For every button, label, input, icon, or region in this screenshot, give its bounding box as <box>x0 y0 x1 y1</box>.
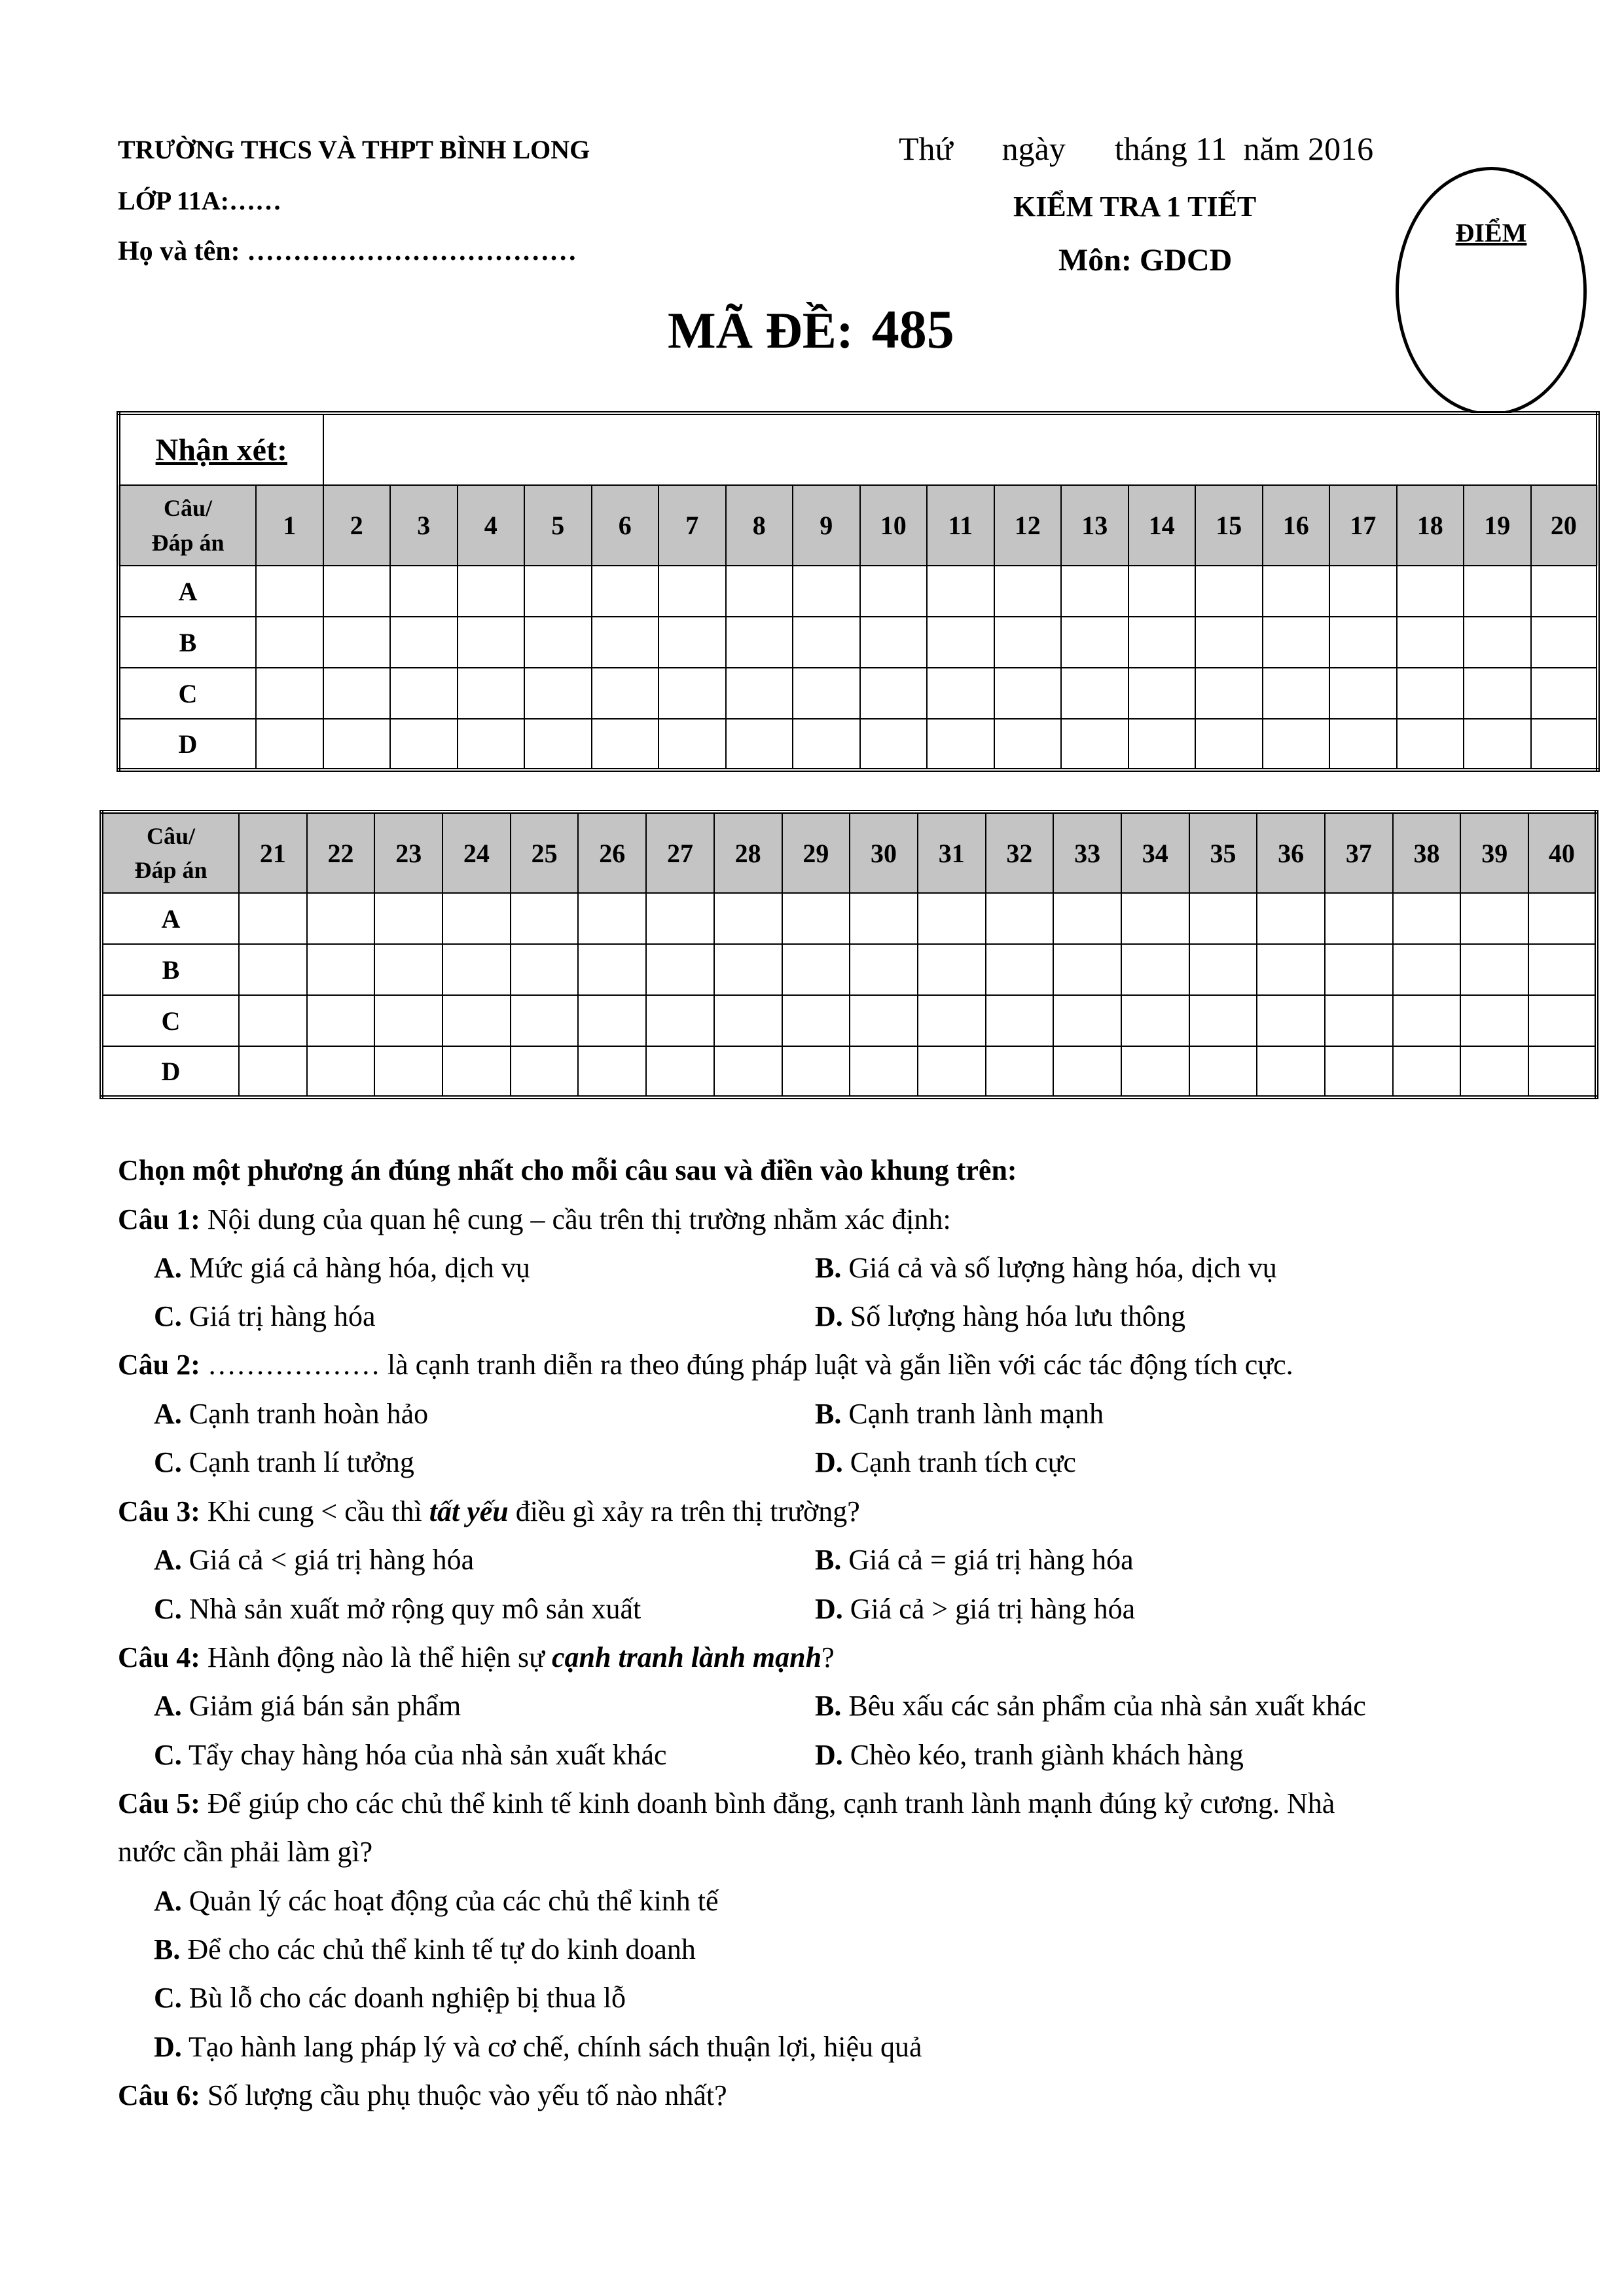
answer-cell[interactable] <box>994 566 1062 617</box>
answer-cell[interactable] <box>793 719 860 770</box>
q3-option-c[interactable]: C. Nhà sản xuất mở rộng quy mô sản xuất <box>154 1593 641 1625</box>
answer-cell[interactable] <box>1263 719 1330 770</box>
answer-cell[interactable] <box>511 1046 579 1097</box>
score-label: ĐIỂM <box>1455 218 1527 247</box>
answer-cell[interactable] <box>458 668 525 719</box>
question-number: 8 <box>726 485 793 566</box>
answer-cell[interactable] <box>511 944 579 995</box>
option-row-a <box>101 893 1597 944</box>
answer-cell[interactable] <box>850 944 918 995</box>
answer-cell[interactable] <box>927 566 994 617</box>
answer-cell[interactable] <box>714 944 782 995</box>
exam-code <box>668 298 954 361</box>
answer-cell[interactable] <box>256 617 323 668</box>
answer-cell[interactable] <box>1189 1046 1257 1097</box>
answer-cell[interactable] <box>860 668 928 719</box>
answer-cell[interactable] <box>1195 668 1263 719</box>
option-label: C <box>101 995 239 1046</box>
answer-cell[interactable] <box>578 1046 646 1097</box>
answer-cell[interactable] <box>1257 995 1325 1046</box>
answer-cell[interactable] <box>659 668 726 719</box>
answer-cell[interactable] <box>1257 893 1325 944</box>
option-row-d <box>118 719 1598 770</box>
answer-cell[interactable] <box>1128 617 1196 668</box>
row-header: Câu/ Đáp án <box>101 812 239 893</box>
option-row-b <box>101 944 1597 995</box>
answer-cell[interactable] <box>524 617 592 668</box>
exam-code-value: 485 <box>871 299 954 360</box>
answer-cell[interactable] <box>374 893 442 944</box>
answer-cell[interactable] <box>1329 617 1397 668</box>
answer-cell[interactable] <box>1195 617 1263 668</box>
answer-cell[interactable] <box>592 566 659 617</box>
remark-label: Nhận xét: <box>118 413 323 485</box>
answer-cell[interactable] <box>1121 1046 1189 1097</box>
answer-cell[interactable] <box>1397 566 1464 617</box>
answer-cell[interactable] <box>714 1046 782 1097</box>
question-number: 27 <box>646 812 714 893</box>
answer-cell[interactable] <box>1257 1046 1325 1097</box>
option-row-d <box>101 1046 1597 1097</box>
question-number: 1 <box>256 485 323 566</box>
answer-cell[interactable] <box>1531 566 1598 617</box>
answer-cell[interactable] <box>782 893 850 944</box>
q4-option-a[interactable]: A. Giảm giá bán sản phẩm <box>154 1690 461 1722</box>
question-number: 16 <box>1263 485 1330 566</box>
q5-option-b[interactable]: B. Để cho các chủ thể kinh tế tự do kinh doanh <box>154 1933 696 1965</box>
answer-cell[interactable] <box>850 995 918 1046</box>
question-number: 3 <box>390 485 458 566</box>
answer-cell[interactable] <box>307 1046 375 1097</box>
answer-cell[interactable] <box>1393 893 1461 944</box>
answer-cell[interactable] <box>659 566 726 617</box>
answer-cell[interactable] <box>1257 944 1325 995</box>
answer-cell[interactable] <box>1528 1046 1597 1097</box>
answer-cell[interactable] <box>1189 893 1257 944</box>
answer-cell[interactable] <box>323 668 391 719</box>
name-line: Họ và tên: ……………………………… <box>118 236 577 266</box>
answer-cell[interactable] <box>1263 668 1330 719</box>
q4-option-c[interactable]: C. Tẩy chay hàng hóa của nhà sản xuất khác <box>154 1739 667 1771</box>
q3-option-a[interactable]: A. Giá cả < giá trị hàng hóa <box>154 1544 475 1576</box>
question-number: 31 <box>918 812 986 893</box>
question-number: 6 <box>592 485 659 566</box>
answer-cell[interactable] <box>1053 995 1121 1046</box>
question-number: 9 <box>793 485 860 566</box>
q1-option-c[interactable]: C. Giá trị hàng hóa <box>154 1300 376 1332</box>
answer-cell[interactable] <box>1393 944 1461 995</box>
option-row-c <box>101 995 1597 1046</box>
answer-cell[interactable] <box>374 944 442 995</box>
question-6: Câu 6: Số lượng cầu phụ thuộc vào yếu tố nào nhất? <box>118 2079 727 2111</box>
answer-cell[interactable] <box>927 668 994 719</box>
answer-cell[interactable] <box>726 566 793 617</box>
answer-cell[interactable] <box>1061 668 1128 719</box>
answer-cell[interactable] <box>1528 893 1597 944</box>
answer-cell[interactable] <box>1531 617 1598 668</box>
option-label: B <box>101 944 239 995</box>
question-number: 24 <box>442 812 511 893</box>
answer-cell[interactable] <box>994 617 1062 668</box>
answer-cell[interactable] <box>239 944 307 995</box>
answer-cell[interactable] <box>239 893 307 944</box>
answer-cell[interactable] <box>714 893 782 944</box>
answer-cell[interactable] <box>458 617 525 668</box>
answer-cell[interactable] <box>1460 944 1528 995</box>
option-label: D <box>101 1046 239 1097</box>
answer-cell[interactable] <box>850 893 918 944</box>
answer-cell[interactable] <box>1329 566 1397 617</box>
answer-cell[interactable] <box>256 566 323 617</box>
question-number: 35 <box>1189 812 1257 893</box>
answer-cell[interactable] <box>994 719 1062 770</box>
answer-cell[interactable] <box>986 1046 1054 1097</box>
q2-option-b[interactable]: B. Cạnh tranh lành mạnh <box>815 1398 1104 1430</box>
exam-code-label: MÃ ĐỀ: <box>668 302 854 359</box>
question-number: 14 <box>1128 485 1196 566</box>
answer-cell[interactable] <box>1528 995 1597 1046</box>
answer-cell[interactable] <box>986 995 1054 1046</box>
answer-cell[interactable] <box>1460 893 1528 944</box>
question-number: 4 <box>458 485 525 566</box>
answer-cell[interactable] <box>1397 617 1464 668</box>
question-number: 19 <box>1464 485 1531 566</box>
answer-cell[interactable] <box>918 1046 986 1097</box>
q2-option-d[interactable]: D. Cạnh tranh tích cực <box>815 1446 1076 1478</box>
answer-cell[interactable] <box>1393 1046 1461 1097</box>
answer-cell[interactable] <box>307 893 375 944</box>
q3-option-d[interactable]: D. Giá cả > giá trị hàng hóa <box>815 1593 1136 1625</box>
answer-cell[interactable] <box>1464 668 1531 719</box>
question-number: 17 <box>1329 485 1397 566</box>
answer-cell[interactable] <box>927 719 994 770</box>
answer-cell[interactable] <box>307 995 375 1046</box>
answer-cell[interactable] <box>374 995 442 1046</box>
answer-cell[interactable] <box>442 1046 511 1097</box>
q4-option-d[interactable]: D. Chèo kéo, tranh giành khách hàng <box>815 1739 1244 1771</box>
answer-cell[interactable] <box>578 893 646 944</box>
class-line: LỚP 11A:…… <box>118 186 282 215</box>
answer-cell[interactable] <box>1061 617 1128 668</box>
answer-cell[interactable] <box>1329 719 1397 770</box>
answer-cell[interactable] <box>524 566 592 617</box>
answer-cell[interactable] <box>578 944 646 995</box>
school-name: TRƯỜNG THCS VÀ THPT BÌNH LONG <box>118 135 590 164</box>
answer-cell[interactable] <box>646 1046 714 1097</box>
answer-cell[interactable] <box>592 668 659 719</box>
question-5: Câu 5: Để giúp cho các chủ thể kinh tế kinh doanh bình đẳng, cạnh tranh lành mạnh đúng kỷ cương. Nhà <box>118 1787 1335 1819</box>
answer-cell[interactable] <box>256 668 323 719</box>
question-number: 21 <box>239 812 307 893</box>
answer-table-1 <box>117 411 1600 772</box>
question-number: 36 <box>1257 812 1325 893</box>
answer-cell[interactable] <box>927 617 994 668</box>
answer-cell[interactable] <box>1053 1046 1121 1097</box>
q3-option-b[interactable]: B. Giá cả = giá trị hàng hóa <box>815 1544 1134 1576</box>
answer-cell[interactable] <box>782 1046 850 1097</box>
q1-option-b[interactable]: B. Giá cả và số lượng hàng hóa, dịch vụ <box>815 1252 1277 1284</box>
answer-cell[interactable] <box>323 719 391 770</box>
question-number: 25 <box>511 812 579 893</box>
answer-cell[interactable] <box>726 617 793 668</box>
answer-cell[interactable] <box>860 617 928 668</box>
answer-cell[interactable] <box>256 719 323 770</box>
answer-cell[interactable] <box>793 668 860 719</box>
answer-cell[interactable] <box>1128 668 1196 719</box>
answer-cell[interactable] <box>1464 566 1531 617</box>
answer-cell[interactable] <box>793 566 860 617</box>
answer-cell[interactable] <box>1121 995 1189 1046</box>
answer-cell[interactable] <box>726 668 793 719</box>
option-row-a <box>118 566 1598 617</box>
question-3: Câu 3: Khi cung < cầu thì tất yếu điều gì xảy ra trên thị trường? <box>118 1495 860 1527</box>
answer-cell[interactable] <box>442 944 511 995</box>
question-number: 23 <box>374 812 442 893</box>
question-number: 20 <box>1531 485 1598 566</box>
answer-cell[interactable] <box>860 719 928 770</box>
answer-cell[interactable] <box>986 944 1054 995</box>
question-number: 10 <box>860 485 928 566</box>
answer-cell[interactable] <box>239 1046 307 1097</box>
option-row-b <box>118 617 1598 668</box>
test-title: KIỂM TRA 1 TIẾT <box>1013 191 1257 223</box>
question-number: 40 <box>1528 812 1597 893</box>
answer-cell[interactable] <box>458 719 525 770</box>
answer-cell[interactable] <box>1325 995 1393 1046</box>
question-number: 26 <box>578 812 646 893</box>
question-number: 12 <box>994 485 1062 566</box>
instructions: Chọn một phương án đúng nhất cho mỗi câu sau và điền vào khung trên: <box>118 1154 1017 1186</box>
answer-cell[interactable] <box>782 944 850 995</box>
question-number: 5 <box>524 485 592 566</box>
answer-cell[interactable] <box>1325 1046 1393 1097</box>
answer-cell[interactable] <box>659 719 726 770</box>
answer-cell[interactable] <box>239 995 307 1046</box>
answer-cell[interactable] <box>1393 995 1461 1046</box>
answer-cell[interactable] <box>323 566 391 617</box>
answer-cell[interactable] <box>782 995 850 1046</box>
answer-cell[interactable] <box>1189 944 1257 995</box>
question-number: 34 <box>1121 812 1189 893</box>
answer-cell[interactable] <box>458 566 525 617</box>
answer-cell[interactable] <box>578 995 646 1046</box>
answer-cell[interactable] <box>659 617 726 668</box>
answer-cell[interactable] <box>524 719 592 770</box>
question-number: 7 <box>659 485 726 566</box>
question-2: Câu 2: ……………… là cạnh tranh diễn ra theo đúng pháp luật và gắn liền với các tác động tích cực. <box>118 1349 1293 1381</box>
question-number: 32 <box>986 812 1054 893</box>
answer-cell[interactable] <box>646 893 714 944</box>
answer-cell[interactable] <box>1528 944 1597 995</box>
option-label: D <box>118 719 256 770</box>
answer-table-2 <box>99 810 1598 1099</box>
question-4: Câu 4: Hành động nào là thể hiện sự cạnh tranh lành mạnh? <box>118 1641 835 1673</box>
answer-cell[interactable] <box>1263 566 1330 617</box>
question-number: 18 <box>1397 485 1464 566</box>
remark-field[interactable] <box>323 413 1598 485</box>
q1-option-d[interactable]: D. Số lượng hàng hóa lưu thông <box>815 1300 1185 1332</box>
answer-cell[interactable] <box>1053 944 1121 995</box>
answer-cell[interactable] <box>1329 668 1397 719</box>
q2-option-a[interactable]: A. Cạnh tranh hoàn hảo <box>154 1398 429 1430</box>
answer-cell[interactable] <box>524 668 592 719</box>
answer-cell[interactable] <box>511 995 579 1046</box>
answer-cell[interactable] <box>1263 617 1330 668</box>
q2-option-c[interactable]: C. Cạnh tranh lí tưởng <box>154 1446 414 1478</box>
q5-option-a[interactable]: A. Quản lý các hoạt động của các chủ thể kinh tế <box>154 1885 719 1917</box>
question-number: 30 <box>850 812 918 893</box>
answer-cell[interactable] <box>994 668 1062 719</box>
answer-cell[interactable] <box>918 995 986 1046</box>
answer-cell[interactable] <box>1397 668 1464 719</box>
answer-cell[interactable] <box>390 566 458 617</box>
date-line: Thứ ngày tháng 11 năm 2016 <box>899 130 1374 167</box>
answer-cell[interactable] <box>390 719 458 770</box>
q5-option-d[interactable]: D. Tạo hành lang pháp lý và cơ chế, chính sách thuận lợi, hiệu quả <box>154 2031 922 2063</box>
question-number: 29 <box>782 812 850 893</box>
answer-cell[interactable] <box>1325 944 1393 995</box>
option-row-c <box>118 668 1598 719</box>
answer-cell[interactable] <box>442 995 511 1046</box>
answer-cell[interactable] <box>860 566 928 617</box>
q5-option-c[interactable]: C. Bù lỗ cho các doanh nghiệp bị thua lỗ <box>154 1982 626 2014</box>
answer-cell[interactable] <box>592 719 659 770</box>
question-5-cont: nước cần phải làm gì? <box>118 1836 373 1868</box>
answer-cell[interactable] <box>390 617 458 668</box>
question-number: 11 <box>927 485 994 566</box>
answer-cell[interactable] <box>1061 566 1128 617</box>
answer-cell[interactable] <box>1121 893 1189 944</box>
answer-cell[interactable] <box>1464 719 1531 770</box>
answer-cell[interactable] <box>918 893 986 944</box>
answer-cell[interactable] <box>1460 1046 1528 1097</box>
question-number: 28 <box>714 812 782 893</box>
answer-cell[interactable] <box>307 944 375 995</box>
answer-cell[interactable] <box>986 893 1054 944</box>
row-header: Câu/ Đáp án <box>118 485 256 566</box>
question-number: 15 <box>1195 485 1263 566</box>
answer-cell[interactable] <box>1460 995 1528 1046</box>
answer-cell[interactable] <box>1053 893 1121 944</box>
answer-cell[interactable] <box>1397 719 1464 770</box>
answer-cell[interactable] <box>1061 719 1128 770</box>
question-number: 38 <box>1393 812 1461 893</box>
answer-cell[interactable] <box>1195 719 1263 770</box>
answer-cell[interactable] <box>1464 617 1531 668</box>
question-number-row <box>118 485 1598 566</box>
option-label: B <box>118 617 256 668</box>
option-label: C <box>118 668 256 719</box>
score-box[interactable] <box>1396 167 1587 416</box>
q4-option-b[interactable]: B. Bêu xấu các sản phẩm của nhà sản xuất khác <box>815 1690 1366 1722</box>
question-1: Câu 1: Nội dung của quan hệ cung – cầu trên thị trường nhằm xác định: <box>118 1203 951 1235</box>
answer-cell[interactable] <box>793 617 860 668</box>
option-label: A <box>118 566 256 617</box>
answer-cell[interactable] <box>442 893 511 944</box>
question-number: 37 <box>1325 812 1393 893</box>
answer-cell[interactable] <box>511 893 579 944</box>
answer-cell[interactable] <box>646 995 714 1046</box>
answer-cell[interactable] <box>726 719 793 770</box>
answer-cell[interactable] <box>1531 668 1598 719</box>
answer-cell[interactable] <box>646 944 714 995</box>
answer-cell[interactable] <box>1128 719 1196 770</box>
q1-option-a[interactable]: A. Mức giá cả hàng hóa, dịch vụ <box>154 1252 530 1284</box>
subject: Môn: GDCD <box>1058 243 1233 278</box>
answer-cell[interactable] <box>1189 995 1257 1046</box>
answer-cell[interactable] <box>323 617 391 668</box>
question-number: 13 <box>1061 485 1128 566</box>
question-number: 22 <box>307 812 375 893</box>
answer-cell[interactable] <box>714 995 782 1046</box>
answer-cell[interactable] <box>1531 719 1598 770</box>
answer-cell[interactable] <box>1121 944 1189 995</box>
answer-cell[interactable] <box>1195 566 1263 617</box>
question-number: 33 <box>1053 812 1121 893</box>
answer-cell[interactable] <box>592 617 659 668</box>
answer-cell[interactable] <box>390 668 458 719</box>
option-label: A <box>101 893 239 944</box>
question-number: 39 <box>1460 812 1528 893</box>
question-number-row <box>101 812 1597 893</box>
question-number: 2 <box>323 485 391 566</box>
answer-cell[interactable] <box>1128 566 1196 617</box>
answer-cell[interactable] <box>1325 893 1393 944</box>
answer-cell[interactable] <box>850 1046 918 1097</box>
answer-cell[interactable] <box>918 944 986 995</box>
answer-cell[interactable] <box>374 1046 442 1097</box>
